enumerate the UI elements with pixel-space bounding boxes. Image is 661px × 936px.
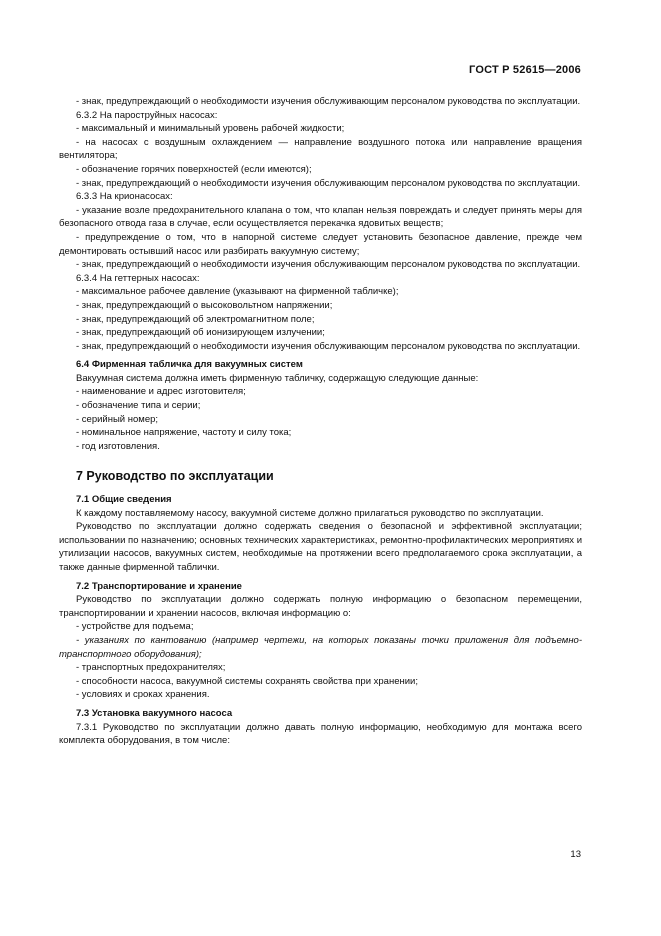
section-heading: 7.2 Транспортирование и хранение	[76, 580, 242, 592]
list-item: - серийный номер;	[76, 413, 159, 425]
section-heading: 7.1 Общие сведения	[76, 494, 172, 506]
list-item: - год изготовления.	[76, 440, 160, 452]
paragraph: 7.3.1 Руководство по эксплуатации должно давать полную информацию, необходимую для монтажа всего комплекта оборудования, в том числе:	[59, 721, 582, 747]
page-number: 13	[570, 849, 581, 860]
section-heading: 6.4 Фирменная табличка для вакуумных систем	[76, 359, 303, 371]
list-item: - знак, предупреждающий об электромагнитном поле;	[76, 313, 315, 325]
list-item: - транспортных предохранителях;	[76, 662, 226, 674]
list-item: - обозначение горячих поверхностей (если имеются);	[76, 163, 312, 175]
paragraph: Руководство по эксплуатации должно содержать сведения о безопасной и эффективной эксплуатации; использовании по назначению; основных технических характеристиках, ремонтно-профилактических мероприятиях и утилизации насосов, вакуумных систем, необходимые на протяжении всего предполагаемого срока эксплуатации, а также данные фирменной таблички.	[59, 521, 582, 573]
list-item: - указание возле предохранительного клапана о том, что клапан нельзя повреждать и следует принять меры для безопасного отвода газа в случае, если осуществляется перекачка ядовитых веществ;	[59, 204, 582, 230]
list-item: - указаниях по кантованию (например чертежи, на которых показаны точки приложения для подъемно-транспортного оборудования);	[59, 634, 582, 660]
page-body	[59, 95, 582, 748]
list-item: - устройстве для подъема;	[76, 621, 194, 633]
paragraph: Руководство по эксплуатации должно содержать полную информацию о безопасном перемещении, транспортировании и хранении насосов, включая информацию о:	[59, 594, 582, 619]
document-id-header: ГОСТ Р 52615—2006	[469, 64, 581, 76]
list-item: - номинальное напряжение, частоту и силу тока;	[76, 427, 292, 439]
list-item: - знак, предупреждающий о необходимости изучения обслуживающим персоналом руководства по эксплуатации.	[76, 259, 581, 271]
list-item: - знак, предупреждающий о высоковольтном напряжении;	[76, 299, 333, 311]
subclause-heading: 6.3.3 На крионасосах:	[76, 191, 173, 203]
list-item: - знак, предупреждающий о необходимости изучения обслуживающим персоналом руководства по эксплуатации.	[76, 177, 581, 189]
list-item: - максимальное рабочее давление (указывают на фирменной табличке);	[76, 286, 399, 298]
list-item: - обозначение типа и серии;	[76, 400, 201, 412]
section-heading: 7.3 Установка вакуумного насоса	[76, 707, 233, 719]
list-item: - условиях и сроках хранения.	[76, 689, 210, 701]
paragraph: Вакуумная система должна иметь фирменную табличку, содержащую следующие данные:	[76, 372, 479, 384]
list-item: - знак, предупреждающий о необходимости изучения обслуживающим персоналом руководства по эксплуатации.	[76, 96, 581, 107]
list-item: - максимальный и минимальный уровень рабочей жидкости;	[76, 123, 345, 135]
subclause-heading: 6.3.2 На пароструйных насосах:	[76, 109, 218, 121]
list-item: - знак, предупреждающий о необходимости изучения обслуживающим персоналом руководства по эксплуатации.	[76, 340, 581, 352]
list-item: - способности насоса, вакуумной системы сохранять свойства при хранении;	[76, 675, 418, 687]
list-item: - наименование и адрес изготовителя;	[76, 386, 246, 398]
subclause-heading: 6.3.4 На геттерных насосах:	[76, 272, 200, 284]
paragraph: К каждому поставляемому насосу, вакуумной системе должно прилагаться руководство по эксплуатации.	[76, 507, 544, 519]
chapter-heading: 7 Руководство по эксплуатации	[76, 469, 274, 484]
list-item: - предупреждение о том, что в напорной системе следует установить безопасное давление, прежде чем демонтировать остывший насос или разбирать вакуумную систему;	[59, 231, 582, 257]
list-item: - на насосах с воздушным охлаждением — направление воздушного потока или направление вращения вентилятора;	[59, 136, 582, 162]
list-item: - знак, предупреждающий об ионизирующем излучении;	[76, 327, 325, 339]
